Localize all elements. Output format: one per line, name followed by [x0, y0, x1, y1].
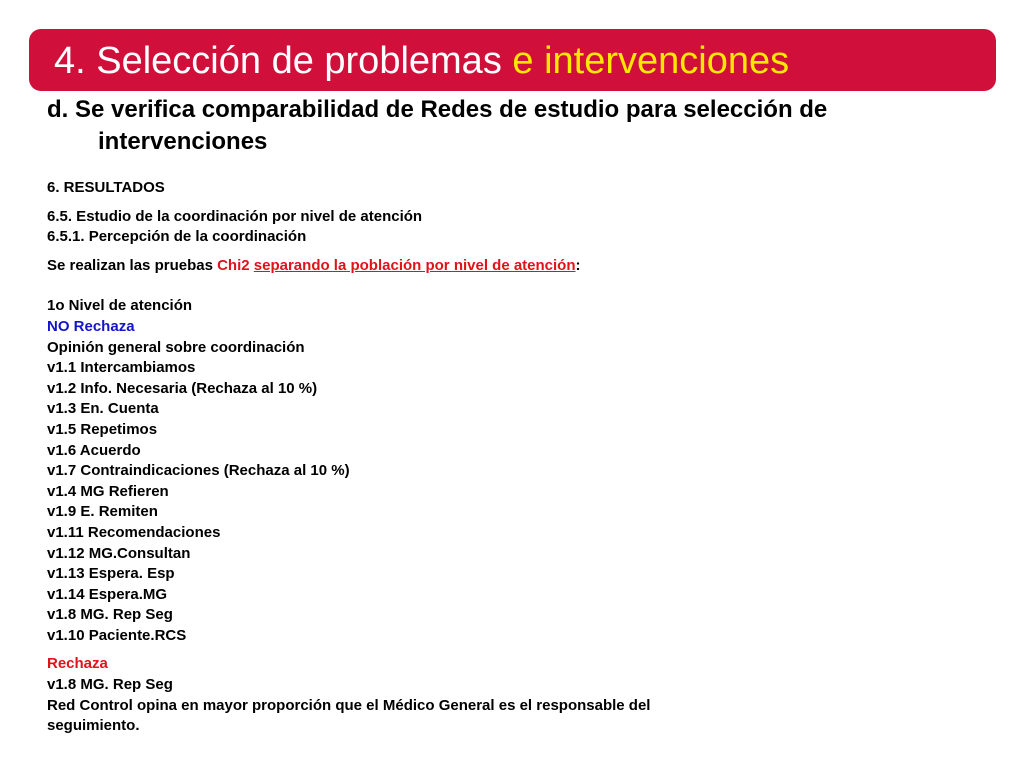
list-item: v1.8 MG. Rep Seg	[47, 606, 173, 624]
tests-sentence	[47, 256, 947, 277]
conclusion-line-1: Red Control opina en mayor proporción que el Médico General es el responsable del	[47, 696, 651, 714]
subtitle-line-2: intervenciones	[98, 128, 268, 155]
list-item: v1.13 Espera. Esp	[47, 565, 175, 583]
opinion-heading: Opinión general sobre coordinación	[47, 338, 305, 356]
variable-list	[47, 358, 947, 646]
slide-title-main: 4. Selección de problemas	[54, 40, 502, 82]
list-item: v1.9 E. Remiten	[47, 503, 158, 521]
tests-intro: Se realizan las pruebas	[47, 256, 218, 274]
results-heading: 6. RESULTADOS	[47, 179, 165, 196]
list-item: v1.6 Acuerdo	[47, 441, 141, 459]
rechaza-variable: v1.8 MG. Rep Seg	[47, 676, 173, 694]
population-split-highlight: separando la población por nivel de atención	[253, 256, 576, 274]
list-item: v1.3 En. Cuenta	[47, 400, 159, 418]
list-item: v1.4 MG Refieren	[47, 482, 169, 500]
list-item: v1.11 Recomendaciones	[47, 523, 221, 541]
chi2-highlight: Chi2	[217, 256, 250, 274]
slide-title	[54, 38, 789, 84]
level-heading: 1o Nivel de atención	[47, 297, 193, 315]
list-item: v1.2 Info. Necesaria (Rechaza al 10 %)	[47, 379, 318, 397]
list-item: v1.14 Espera.MG	[47, 585, 168, 603]
slide-title-accent: e intervenciones	[512, 40, 790, 82]
subtitle-line-1: d. Se verifica comparabilidad de Redes de estudio para selección de	[47, 96, 828, 123]
tests-colon: :	[575, 256, 581, 274]
list-item: v1.12 MG.Consultan	[47, 544, 191, 562]
rechaza-label: Rechaza	[47, 655, 108, 673]
list-item: v1.7 Contraindicaciones (Rechaza al 10 %)	[47, 462, 350, 480]
list-item: v1.5 Repetimos	[47, 420, 158, 438]
slide-body	[47, 178, 947, 737]
section-6-5: 6.5. Estudio de la coordinación por nivel de atención	[47, 207, 423, 225]
no-rechaza-label: NO Rechaza	[47, 317, 135, 335]
list-item: v1.10 Paciente.RCS	[47, 626, 187, 644]
section-6-5-1: 6.5.1. Percepción de la coordinación	[47, 228, 307, 246]
conclusion-line-2: seguimiento.	[47, 717, 140, 735]
list-item: v1.1 Intercambiamos	[47, 359, 196, 377]
slide-subtitle	[47, 94, 987, 158]
